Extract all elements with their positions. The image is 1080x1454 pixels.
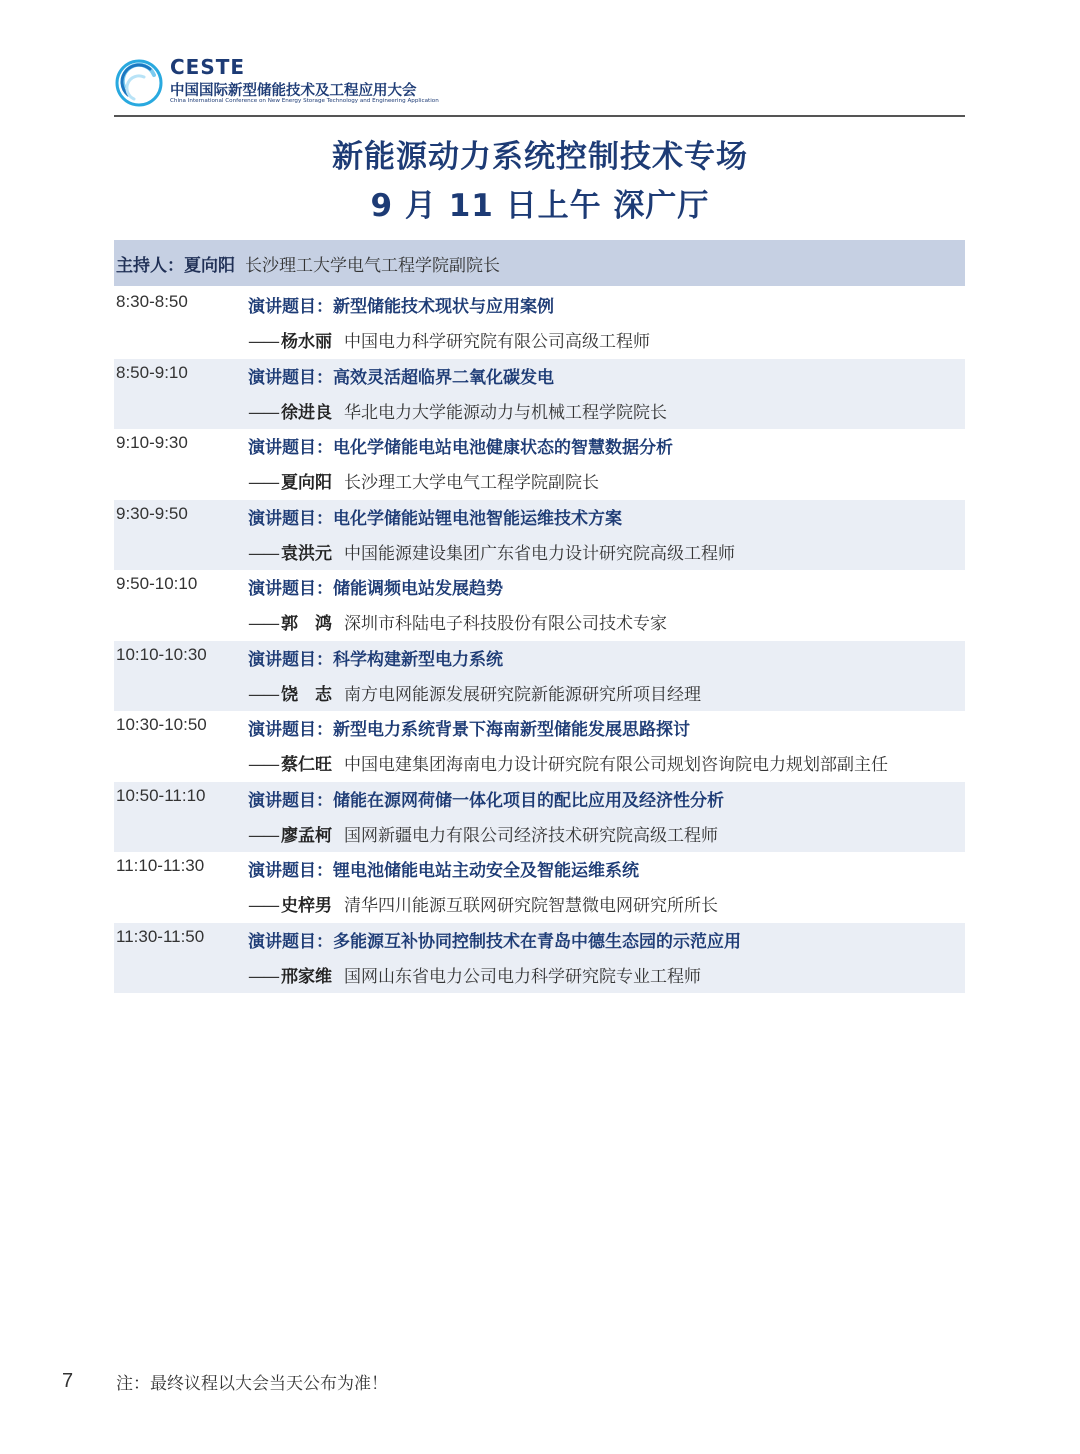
speaker-dash: —— bbox=[248, 332, 278, 352]
agenda-topic: 演讲题目：储能在源网荷储一体化项目的配比应用及经济性分析 bbox=[248, 790, 724, 811]
host-label: 主持人： bbox=[116, 255, 184, 276]
speaker-name: 袁洪元 bbox=[281, 543, 332, 564]
conference-name-en: China International Conference on New Energy Storage Technology and Engineering Application bbox=[170, 98, 439, 104]
session-title: 新能源动力系统控制技术专场 bbox=[332, 139, 748, 175]
speaker-dash: —— bbox=[248, 966, 278, 987]
host-row bbox=[114, 240, 965, 286]
host-title: 长沙理工大学电气工程学院副院长 bbox=[245, 255, 500, 276]
agenda-topic: 演讲题目：高效灵活超临界二氧化碳发电 bbox=[248, 367, 554, 388]
agenda-item bbox=[114, 923, 965, 994]
speaker-name: 杨水丽 bbox=[281, 332, 332, 352]
agenda-item bbox=[114, 429, 965, 500]
logo-abbreviation: CESTE bbox=[170, 55, 246, 79]
agenda-speaker-line bbox=[248, 821, 718, 846]
session-date-venue: 9 月 11 日上午 深广厅 bbox=[370, 188, 710, 224]
speaker-name: 郭 鸿 bbox=[281, 614, 332, 634]
agenda-item bbox=[114, 852, 965, 923]
agenda-speaker-line bbox=[248, 327, 650, 352]
conference-header bbox=[114, 55, 965, 115]
speaker-dash: —— bbox=[248, 614, 278, 634]
speaker-name: 史梓男 bbox=[281, 896, 332, 916]
agenda-topic: 演讲题目：新型储能技术现状与应用案例 bbox=[248, 297, 554, 317]
speaker-affiliation: 中国能源建设集团广东省电力设计研究院高级工程师 bbox=[344, 543, 735, 564]
conference-logo-icon bbox=[114, 57, 164, 107]
agenda-speaker-line bbox=[248, 750, 888, 775]
agenda-item bbox=[114, 500, 965, 571]
agenda-time: 10:10-10:30 bbox=[116, 644, 207, 664]
agenda-time: 8:50-9:10 bbox=[116, 362, 188, 382]
agenda-speaker-line bbox=[248, 609, 667, 634]
conference-name-cn: 中国国际新型储能技术及工程应用大会 bbox=[170, 83, 417, 99]
agenda-speaker-line bbox=[248, 962, 701, 987]
header-divider bbox=[114, 115, 965, 117]
agenda-time: 10:30-10:50 bbox=[116, 715, 207, 734]
footnote: 注：最终议程以大会当天公布为准！ bbox=[116, 1374, 388, 1394]
speaker-dash: —— bbox=[248, 684, 278, 705]
speaker-dash: —— bbox=[248, 473, 278, 493]
speaker-affiliation: 中国电建集团海南电力设计研究院有限公司规划咨询院电力规划部副主任 bbox=[344, 755, 888, 775]
agenda-item bbox=[114, 570, 965, 641]
agenda-time: 9:50-10:10 bbox=[116, 574, 198, 593]
speaker-affiliation: 国网新疆电力有限公司经济技术研究院高级工程师 bbox=[344, 825, 718, 846]
agenda-time: 8:30-8:50 bbox=[116, 292, 188, 311]
speaker-name: 夏向阳 bbox=[281, 473, 332, 493]
agenda-item bbox=[114, 288, 965, 359]
agenda-item bbox=[114, 782, 965, 853]
speaker-affiliation: 长沙理工大学电气工程学院副院长 bbox=[344, 473, 599, 493]
speaker-affiliation: 国网山东省电力公司电力科学研究院专业工程师 bbox=[344, 966, 701, 987]
agenda-topic: 演讲题目：锂电池储能电站主动安全及智能运维系统 bbox=[248, 861, 639, 881]
agenda-topic: 演讲题目：新型电力系统背景下海南新型储能发展思路探讨 bbox=[248, 720, 690, 740]
speaker-dash: —— bbox=[248, 896, 278, 916]
host-name: 夏向阳 bbox=[184, 255, 235, 276]
agenda-item bbox=[114, 359, 965, 430]
speaker-name: 邢家维 bbox=[281, 966, 332, 987]
speaker-name: 蔡仁旺 bbox=[281, 755, 332, 775]
agenda-topic: 演讲题目：储能调频电站发展趋势 bbox=[248, 579, 503, 599]
speaker-affiliation: 南方电网能源发展研究院新能源研究所项目经理 bbox=[344, 684, 701, 705]
speaker-affiliation: 华北电力大学能源动力与机械工程学院院长 bbox=[344, 402, 667, 423]
agenda-list bbox=[114, 288, 965, 993]
speaker-affiliation: 深圳市科陆电子科技股份有限公司技术专家 bbox=[344, 614, 667, 634]
agenda-item bbox=[114, 641, 965, 712]
agenda-topic: 演讲题目：电化学储能电站电池健康状态的智慧数据分析 bbox=[248, 438, 673, 458]
speaker-dash: —— bbox=[248, 825, 278, 846]
agenda-item bbox=[114, 711, 965, 782]
agenda-time: 10:50-11:10 bbox=[116, 785, 206, 805]
agenda-time: 11:10-11:30 bbox=[116, 856, 205, 875]
agenda-topic: 演讲题目：科学构建新型电力系统 bbox=[248, 649, 503, 670]
page-number: 7 bbox=[62, 1370, 74, 1392]
agenda-speaker-line bbox=[248, 539, 735, 564]
agenda-speaker-line bbox=[248, 680, 701, 705]
speaker-dash: —— bbox=[248, 543, 278, 564]
agenda-speaker-line bbox=[248, 398, 667, 423]
agenda-speaker-line bbox=[248, 468, 599, 493]
speaker-affiliation: 中国电力科学研究院有限公司高级工程师 bbox=[344, 332, 650, 352]
speaker-name: 廖孟柯 bbox=[281, 825, 332, 846]
speaker-dash: —— bbox=[248, 402, 278, 423]
agenda-speaker-line bbox=[248, 891, 718, 916]
speaker-name: 饶 志 bbox=[281, 684, 332, 705]
speaker-name: 徐进良 bbox=[281, 402, 332, 423]
agenda-time: 11:30-11:50 bbox=[116, 926, 205, 946]
speaker-dash: —— bbox=[248, 755, 278, 775]
agenda-time: 9:10-9:30 bbox=[116, 433, 188, 452]
agenda-topic: 演讲题目：多能源互补协同控制技术在青岛中德生态园的示范应用 bbox=[248, 931, 741, 952]
speaker-affiliation: 清华四川能源互联网研究院智慧微电网研究所所长 bbox=[344, 896, 718, 916]
agenda-topic: 演讲题目：电化学储能站锂电池智能运维技术方案 bbox=[248, 508, 622, 529]
agenda-time: 9:30-9:50 bbox=[116, 503, 188, 523]
